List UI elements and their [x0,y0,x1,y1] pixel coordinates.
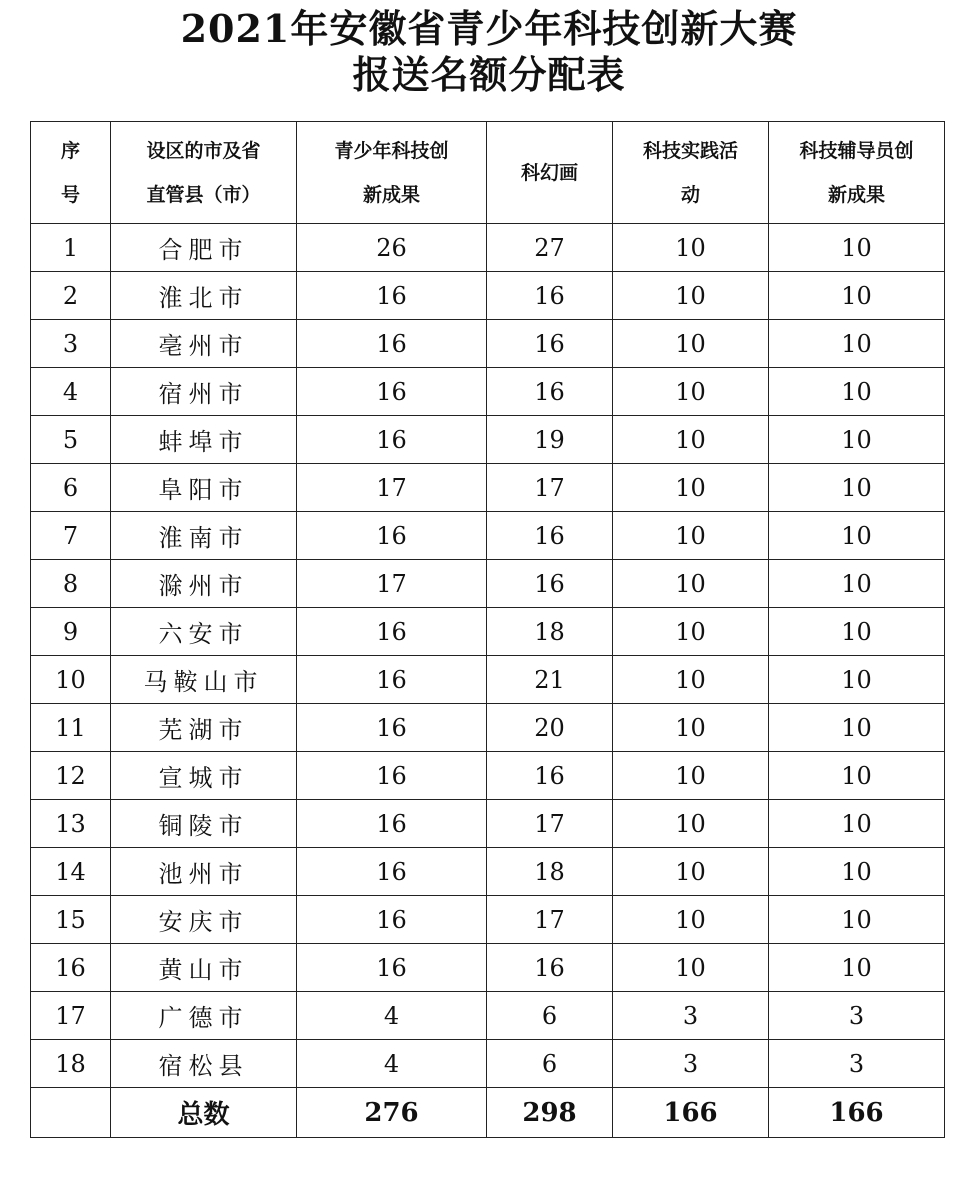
cell-practice-activity: 10 [613,320,769,368]
cell-scifi-painting: 20 [487,704,613,752]
table-row [31,320,945,368]
table-row [31,944,945,992]
cell-innovation-results: 17 [297,560,487,608]
cell-tutor-innovation: 10 [769,272,945,320]
total-tutor-innovation: 166 [769,1088,945,1138]
cell-seq: 5 [31,416,111,464]
cell-practice-activity: 10 [613,704,769,752]
cell-practice-activity: 10 [613,800,769,848]
table-row [31,800,945,848]
cell-scifi-painting: 18 [487,848,613,896]
cell-city: 铜陵市 [111,800,297,848]
header-tutor-innovation: 科技辅导员创 新成果 [769,122,945,224]
cell-scifi-painting: 6 [487,992,613,1040]
cell-seq: 2 [31,272,111,320]
cell-tutor-innovation: 10 [769,848,945,896]
cell-innovation-results: 26 [297,224,487,272]
cell-practice-activity: 10 [613,464,769,512]
cell-seq: 11 [31,704,111,752]
cell-innovation-results: 16 [297,608,487,656]
cell-innovation-results: 16 [297,704,487,752]
total-cell-blank [31,1088,111,1138]
cell-scifi-painting: 18 [487,608,613,656]
cell-city: 黄山市 [111,944,297,992]
cell-tutor-innovation: 10 [769,800,945,848]
cell-tutor-innovation: 10 [769,896,945,944]
cell-scifi-painting: 19 [487,416,613,464]
cell-scifi-painting: 6 [487,1040,613,1088]
cell-tutor-innovation: 10 [769,944,945,992]
cell-tutor-innovation: 10 [769,320,945,368]
cell-tutor-innovation: 3 [769,992,945,1040]
cell-scifi-painting: 16 [487,272,613,320]
table-row [31,992,945,1040]
document-title [0,6,978,98]
table-row [31,560,945,608]
total-scifi-painting: 298 [487,1088,613,1138]
cell-seq: 16 [31,944,111,992]
table-row [31,416,945,464]
table-row [31,848,945,896]
cell-innovation-results: 4 [297,992,487,1040]
table-row [31,512,945,560]
table-row [31,224,945,272]
cell-innovation-results: 16 [297,944,487,992]
cell-scifi-painting: 27 [487,224,613,272]
cell-tutor-innovation: 10 [769,752,945,800]
cell-tutor-innovation: 10 [769,224,945,272]
table-row [31,704,945,752]
cell-scifi-painting: 16 [487,320,613,368]
cell-seq: 10 [31,656,111,704]
header-seq: 序 号 [31,122,111,224]
cell-city: 宣城市 [111,752,297,800]
cell-tutor-innovation: 10 [769,464,945,512]
cell-scifi-painting: 16 [487,752,613,800]
total-label: 总数 [111,1088,297,1138]
cell-scifi-painting: 16 [487,512,613,560]
cell-practice-activity: 10 [613,608,769,656]
cell-city: 淮南市 [111,512,297,560]
cell-city: 蚌埠市 [111,416,297,464]
cell-practice-activity: 10 [613,848,769,896]
cell-city: 安庆市 [111,896,297,944]
quota-allocation-table [30,121,945,1138]
cell-seq: 15 [31,896,111,944]
cell-tutor-innovation: 10 [769,656,945,704]
total-practice-activity: 166 [613,1088,769,1138]
header-city: 设区的市及省 直管县（市） [111,122,297,224]
table-row [31,608,945,656]
cell-scifi-painting: 17 [487,464,613,512]
cell-city: 阜阳市 [111,464,297,512]
cell-practice-activity: 10 [613,272,769,320]
cell-seq: 14 [31,848,111,896]
cell-innovation-results: 16 [297,368,487,416]
cell-tutor-innovation: 10 [769,560,945,608]
table-row [31,1040,945,1088]
header-innovation-results: 青少年科技创 新成果 [297,122,487,224]
cell-city: 滁州市 [111,560,297,608]
cell-practice-activity: 10 [613,944,769,992]
cell-tutor-innovation: 10 [769,416,945,464]
cell-innovation-results: 16 [297,320,487,368]
cell-seq: 3 [31,320,111,368]
table-body [31,224,945,1088]
cell-innovation-results: 16 [297,896,487,944]
cell-practice-activity: 3 [613,1040,769,1088]
cell-city: 六安市 [111,608,297,656]
table-row [31,272,945,320]
table-row [31,464,945,512]
cell-innovation-results: 17 [297,464,487,512]
cell-city: 宿松县 [111,1040,297,1088]
cell-scifi-painting: 17 [487,800,613,848]
cell-scifi-painting: 21 [487,656,613,704]
table-row [31,896,945,944]
header-scifi-painting: 科幻画 [487,122,613,224]
cell-seq: 4 [31,368,111,416]
cell-city: 合肥市 [111,224,297,272]
cell-city: 池州市 [111,848,297,896]
table-row [31,656,945,704]
cell-seq: 12 [31,752,111,800]
table-header-row [31,122,945,224]
cell-seq: 13 [31,800,111,848]
cell-innovation-results: 16 [297,272,487,320]
cell-seq: 7 [31,512,111,560]
cell-practice-activity: 10 [613,224,769,272]
cell-innovation-results: 16 [297,416,487,464]
header-practice-activity: 科技实践活 动 [613,122,769,224]
total-innovation-results: 276 [297,1088,487,1138]
cell-innovation-results: 16 [297,800,487,848]
cell-practice-activity: 3 [613,992,769,1040]
table-row [31,752,945,800]
cell-tutor-innovation: 10 [769,608,945,656]
cell-practice-activity: 10 [613,560,769,608]
cell-city: 亳州市 [111,320,297,368]
cell-scifi-painting: 16 [487,368,613,416]
cell-practice-activity: 10 [613,368,769,416]
cell-city: 宿州市 [111,368,297,416]
cell-city: 淮北市 [111,272,297,320]
cell-tutor-innovation: 10 [769,704,945,752]
cell-scifi-painting: 17 [487,896,613,944]
cell-practice-activity: 10 [613,416,769,464]
cell-seq: 17 [31,992,111,1040]
cell-tutor-innovation: 10 [769,368,945,416]
cell-innovation-results: 16 [297,512,487,560]
cell-innovation-results: 16 [297,752,487,800]
cell-practice-activity: 10 [613,896,769,944]
cell-practice-activity: 10 [613,512,769,560]
cell-seq: 8 [31,560,111,608]
cell-seq: 9 [31,608,111,656]
cell-city: 芜湖市 [111,704,297,752]
total-row [31,1088,945,1138]
cell-city: 马鞍山市 [111,656,297,704]
cell-innovation-results: 16 [297,848,487,896]
table-row [31,368,945,416]
cell-tutor-innovation: 10 [769,512,945,560]
cell-seq: 1 [31,224,111,272]
cell-tutor-innovation: 3 [769,1040,945,1088]
cell-seq: 6 [31,464,111,512]
cell-innovation-results: 4 [297,1040,487,1088]
cell-practice-activity: 10 [613,656,769,704]
cell-city: 广德市 [111,992,297,1040]
cell-scifi-painting: 16 [487,944,613,992]
cell-practice-activity: 10 [613,752,769,800]
title-line-1: 2021年安徽省青少年科技创新大赛 [180,6,798,51]
cell-seq: 18 [31,1040,111,1088]
cell-innovation-results: 16 [297,656,487,704]
cell-scifi-painting: 16 [487,560,613,608]
title-line-2: 报送名额分配表 [352,52,626,97]
